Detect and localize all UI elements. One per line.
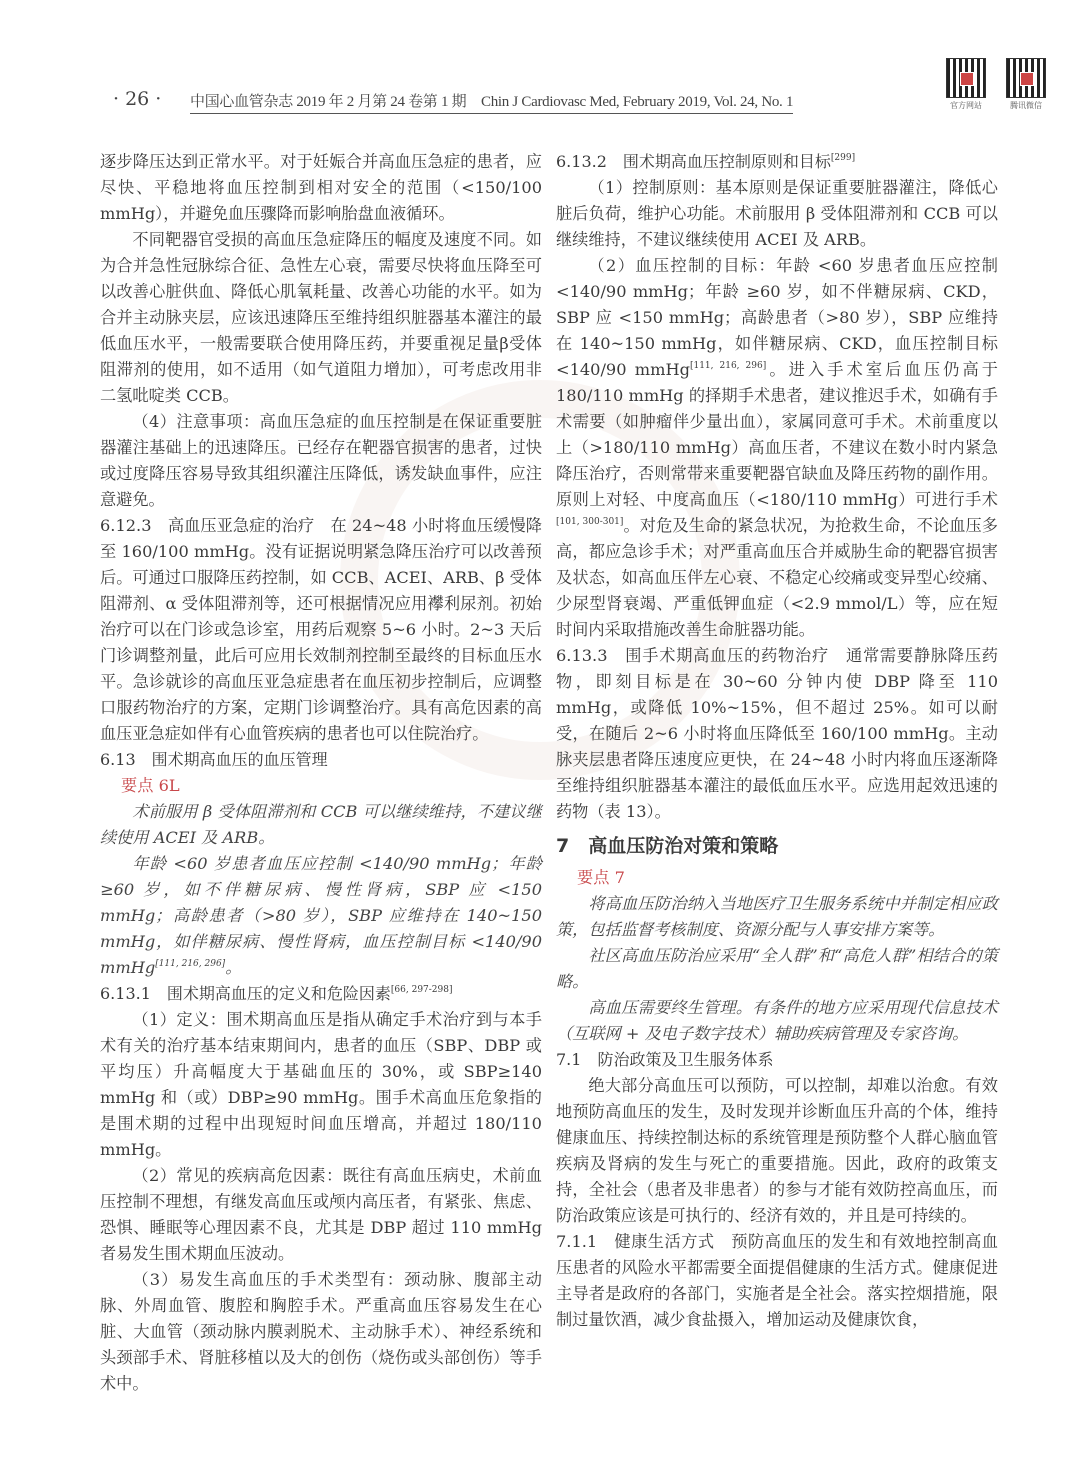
chapter-heading	[556, 833, 998, 859]
journal-citation: 中国心血管杂志 2019 年 2 月第 24 卷第 1 期 Chin J Cardiovasc Med, February 2019, Vol. 24, No. 1	[190, 90, 793, 114]
paragraph	[100, 1267, 542, 1397]
key-points-label	[556, 865, 998, 891]
key-points-label	[100, 773, 542, 799]
section-heading	[556, 149, 998, 175]
qr-code-icon	[1006, 58, 1046, 98]
text-run: （1）控制原则：基本原则是保证重要脏器灌注，降低心脏后负荷，维护心功能。术前服用 β 受体阻滞剂和 CCB 可以继续维持，不建议继续使用 ACEI 及 ARB。	[556, 178, 998, 249]
citation-ref: [101, 300-301]	[556, 517, 624, 527]
paragraph	[556, 643, 998, 825]
text-run: （3）易发生高血压的手术类型有：颈动脉、腹部主动脉、外周血管、腹腔和胸腔手术。严重高血压容易发生在心脏、大血管（颈动脉内膜剥脱术、主动脉手术）、神经系统和头颈部手术、肾脏移植以及大的创伤（烧伤或头部创伤）等手术中。	[100, 1270, 542, 1393]
text-run: 将高血压防治纳入当地医疗卫生服务系统中并制定相应政策，包括监督考核制度、资源分配与人事安排方案等。	[556, 894, 998, 939]
key-point-text	[100, 799, 542, 851]
page-header	[0, 0, 1080, 120]
paragraph	[100, 149, 542, 227]
text-run: 6.13.1 围术期高血压的定义和危险因素	[100, 984, 391, 1003]
paragraph	[556, 1229, 998, 1333]
paragraph	[100, 1163, 542, 1267]
text-run: 高血压需要终生管理。有条件的地方应采用现代信息技术（互联网 + 及电子数字技术）辅助疾病管理及专家咨询。	[556, 998, 998, 1043]
key-point-text	[556, 943, 998, 995]
qr-wechat	[1006, 58, 1046, 111]
qr-code-icon	[946, 58, 986, 98]
text-run: 6.12.3 高血压亚急症的治疗 在 24~48 小时将血压缓慢降至 160/100 mmHg。没有证据说明紧急降压治疗可以改善预后。可通过口服降压药控制，如 CCB、ACEI、ARB、β 受体阻滞剂、α 受体阻滞剂等，还可根据情况应用襻利尿剂。初始治疗可以在门诊或急诊室，用药后观察 5~6 小时。2~3 天后门诊调整剂量，此后可应用长效制剂控制至最终的目标血压水平。急诊就诊的高血压亚急症患者在血压初步控制后，应调整口服药物治疗的方案，定期门诊调整治疗。具有高危因素的高血压亚急症如伴有心血管疾病的患者也可以住院治疗。	[100, 516, 542, 743]
text-run: 要点 6L	[121, 776, 180, 795]
text-run: 逐步降压达到正常水平。对于妊娠合并高血压急症的患者，应尽快、平稳地将血压控制到相对安全的范围（<150/100 mmHg），并避免血压骤降而影响胎盘血液循环。	[100, 152, 542, 223]
key-point-text	[556, 891, 998, 943]
text-run: 年龄 <60 岁患者血压应控制 <140/90 mmHg；年龄 ≥60 岁，如不伴糖尿病、慢性肾病，SBP 应 <150 mmHg；高龄患者（>80 岁），SBP 应维持在 140~150 mmHg，如伴糖尿病、慢性肾病，血压控制目标 <140/90 mmHg	[100, 854, 542, 977]
key-point-text	[556, 995, 998, 1047]
text-run: 6.13 围术期高血压的血压管理	[100, 750, 328, 769]
text-run: 。对危及生命的紧急状况，为抢救生命，不论血压多高，都应急诊手术；对严重高血压合并威胁生命的靶器官损害及状态，如高血压伴左心衰、不稳定心绞痛或变异型心绞痛、少尿型肾衰竭、严重低钾血症（<2.9 mmol/L）等，应在短时间内采取措施改善生命脏器功能。	[556, 516, 998, 639]
text-run: 6.13.2 围术期高血压控制原则和目标	[556, 152, 831, 171]
key-point-text	[100, 851, 542, 981]
text-run: 要点 7	[577, 868, 625, 887]
paragraph	[100, 227, 542, 409]
text-run: 不同靶器官受损的高血压急症降压的幅度及速度不同。如为合并急性冠脉综合征、急性左心衰，需要尽快将血压降至可以改善心脏供血、降低心肌氧耗量、改善心功能的水平。如为合并主动脉夹层，应该迅速降压至维持组织脏器基本灌注的最低血压水平，一般需要联合使用降压药，并要重视足量β受体阻滞剂的使用，如不适用（如气道阻力增加），可考虑改用非二氢吡啶类 CCB。	[100, 230, 542, 405]
text-run: 6.13.3 围手术期高血压的药物治疗 通常需要静脉降压药物，即刻目标是在 30~60 分钟内使 DBP 降至 110 mmHg，或降低 10%~15%，但不超过 25%。如可以耐受，在随后 2~6 小时将血压降低至 160/100 mmHg。主动脉夹层患者降压速度应更快，在 24~48 小时内将血压逐渐降至维持组织脏器基本灌注的最低血压水平。应选用起效迅速的药物（表 13）。	[556, 646, 998, 821]
paragraph	[556, 253, 998, 643]
text-run: （2）常见的疾病高危因素：既往有高血压病史，术前血压控制不理想，有继发高血压或颅内高压者，有紧张、焦虑、恐惧、睡眠等心理因素不良，尤其是 DBP 超过 110 mmHg 者易发生围术期血压波动。	[100, 1166, 542, 1263]
text-run: 7.1.1 健康生活方式 预防高血压的发生和有效地控制高血压患者的风险水平都需要全面提倡健康的生活方式。健康促进主导者是政府的各部门，实施者是全社会。落实控烟措施，限制过量饮酒，减少食盐摄入，增加运动及健康饮食，	[556, 1232, 998, 1329]
section-heading	[100, 747, 542, 773]
text-run: （2）血压控制的目标：年龄 <60 岁患者血压应控制 <140/90 mmHg；年龄 ≥60 岁，如不伴糖尿病、CKD，SBP 应 <150 mmHg；高龄患者（>80 岁），SBP 应维持在 140~150 mmHg，如伴糖尿病、CKD，血压控制目标 <140/90 mmHg	[556, 256, 998, 379]
qr-label: 官方网站	[950, 101, 982, 110]
paragraph	[100, 1007, 542, 1163]
text-run: 7.1 防治政策及卫生服务体系	[556, 1050, 774, 1069]
qr-official-site	[946, 58, 986, 111]
text-run: 。	[225, 958, 242, 977]
citation-ref: [111, 216, 296]	[689, 361, 767, 371]
text-run: 。进入手术室后血压仍高于 180/110 mmHg 的择期手术患者，建议推迟手术，如确有手术需要（如肿瘤伴少量出血），家属同意可手术。术前重度以上（>180/110 mmHg）高血压者，不建议在数小时内紧急降压治疗，否则常带来重要靶器官缺血及降压药物的副作用。原则上对轻、中度高血压（<180/110 mmHg）可进行手术	[556, 360, 998, 509]
left-column	[100, 149, 542, 1397]
citation-ref: [111, 216, 296]	[155, 959, 226, 969]
page-number: · 26 ·	[113, 88, 162, 110]
text-run: 绝大部分高血压可以预防，可以控制，却难以治愈。有效地预防高血压的发生，及时发现并诊断血压升高的个体，维持健康血压、持续控制达标的系统管理是预防整个人群心脑血管疾病及肾病的发生与死亡的重要措施。因此，政府的政策支持，全社会（患者及非患者）的参与才能有效防控高血压，而防治政策应该是可执行的、经济有效的，并且是可持续的。	[556, 1076, 998, 1225]
text-run: （4）注意事项：高血压急症的血压控制是在保证重要脏器灌注基础上的迅速降压。已经存在靶器官损害的患者，过快或过度降压容易导致其组织灌注压降低，诱发缺血事件，应注意避免。	[100, 412, 542, 509]
right-column	[556, 149, 998, 1333]
paragraph	[556, 1073, 998, 1229]
paragraph	[100, 409, 542, 513]
text-run: （1）定义：围术期高血压是指从确定手术治疗到与本手术有关的治疗基本结束期间内，患者的血压（SBP、DBP 或平均压）升高幅度大于基础血压的 30%，或 SBP≥140 mmHg 和（或）DBP≥90 mmHg。围手术高血压危象指的是围术期的过程中出现短时间血压增高，并超过 180/110 mmHg。	[100, 1010, 542, 1159]
text-run: 7 高血压防治对策和策略	[556, 835, 779, 857]
citation-ref: [66, 297-298]	[390, 985, 453, 995]
text-run: 社区高血压防治应采用“全人群”和“高危人群”相结合的策略。	[556, 946, 998, 991]
paragraph	[556, 175, 998, 253]
section-heading	[100, 981, 542, 1007]
paragraph	[100, 513, 542, 747]
citation-ref: [299]	[830, 153, 856, 163]
qr-label: 腾讯微信	[1010, 101, 1042, 110]
text-run: 术前服用 β 受体阻滞剂和 CCB 可以继续维持，不建议继续使用 ACEI 及 ARB。	[100, 802, 542, 847]
section-heading	[556, 1047, 998, 1073]
